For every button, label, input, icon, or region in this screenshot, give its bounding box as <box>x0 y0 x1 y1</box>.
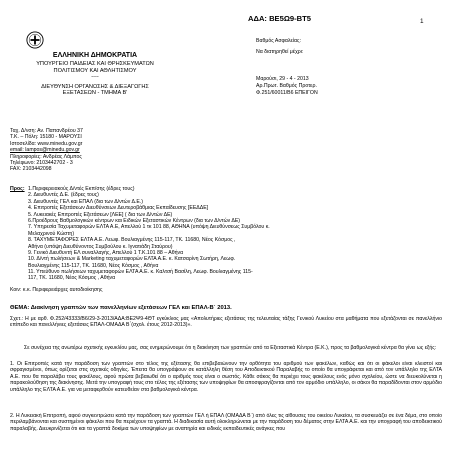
koinopoiisi: Κοιν: κ.κ. Περιφερειάρχες αυτοδιοίκησης <box>10 287 103 293</box>
ministry-line-2: ΠΟΛΙΤΙΣΜΟΥ ΚΑΙ ΑΘΛΗΤΙΣΜΟΥ <box>53 67 137 74</box>
recipient-item: Μελαχρινού Κώστη) <box>28 230 75 237</box>
website-line: ---- <box>91 74 99 81</box>
reference-paragraph: Σχετ.: Η με αρθ. Φ.252/43333/Β6/29-3-2013/ΑΔΑ:ΒΕ2Ψ9-4ΘΤ εγκύκλιος μας «Απολυτήριες εξετάσεις της τελευταίας τάξης Γενικού Λυκείου στα μαθήματα που εξετάζονται σε πανελλήνιο επίπεδο και πανελλήνιες εξετάσεις ΕΠΑΛ-ΟΜΑΔΑ Β΄(σχολ. έτους 2012-2013)». <box>10 316 442 329</box>
item-1-paragraph: 1. Οι Επιτροπές κατά την παράδοση των γραπτών στο τέλος της εξέτασης θα επιβεβαιώνουν την ορθότητα του αριθμού των φακέλων, καθώς και ότι οι φάκελοι είναι κλειστοί και σφραγισμένοι, όπως ορίζεται στις σχετικές οδηγίες. Έπειτα θα υπογράψουν σε κατάλληλη θέση του Αποδεικτικού Παραλαβής το οποίο θα υπογράφεται και από τον υπάλληλο της ΕΛΤΑ Α.Ε. που θα παραλάβει τους φακέλους, αφού πρώτα βεβαιωθεί ότι ο αριθμός τους είναι ο σωστός. Κάθε σάκος θα περιέχει τους φακέλους ενός μόνο σχολείου, ώστε να διευκολύνεται η παρακολούθηση της διακίνησης. Μετά την υπογραφή τους στο τέλος της εξέτασης των υποψηφίων θα αποσφραγίζονται από τον αρμόδιο υπάλληλο, οι σάκοι θα παραδίδονται στον αρμόδιο υπάλληλο της ΕΛΤΑ Α.Ε. για να μεταφερθούν κατευθείαν στα βαθμολογικά κέντρα. <box>10 361 442 393</box>
directorate-line-1: ΔΙΕΥΘΥΝΣΗ ΟΡΓΑΝΩΣΗΣ & ΔΙΕΞΑΓΩΓΗΣ <box>41 83 149 90</box>
recipient-item: 9. Γενικό Διευθυντή ΕΛ συναλλαγής, Απελλού 1 Τ.Κ.101 88 – Αθήνα <box>28 249 184 256</box>
address-street: Ταχ. Δ/νση: Αν. Παπανδρέου 37 <box>10 128 83 134</box>
address-info: Πληροφορίες: Ανδρέας Λάμπος <box>10 153 82 160</box>
directorate-line-2: ΕΞΕΤΑΣΕΩΝ - ΤΜΗΜΑ Β' <box>62 90 128 97</box>
recipient-item: 6.Προέδρους Βαθμολογικών κέντρων και Ειδικών Εξεταστικών Κέντρων (δια των Δ/ντών ΔΕ) <box>28 217 241 224</box>
intro-paragraph: Σε συνέχεια της ανωτέρω σχετικής εγκυκλίου μας, σας ενημερώνουμε ότι η διακίνηση των γραπτών από τα Εξεταστικά Κέντρα (Ε.Κ.), προς τα βαθμολογικά κέντρα θα γίνει ως εξής: <box>24 345 437 351</box>
recipient-item: 4. Επιτροπές Εξετάσεων Διευθύνσεων Δευτεροβάθμιας Εκπαίδευσης [ΕΕΔΔΕ] <box>28 205 209 212</box>
ministry-line-1: ΥΠΟΥΡΓΕΙΟ ΠΑΙΔΕΙΑΣ ΚΑΙ ΘΡΗΣΚΕΥΜΑΤΩΝ <box>36 61 154 67</box>
recipient-item: 5. Λυκειακές Επιτροπές Εξετάσεων [ΛΕΕ] ( δια των Δ/ντών ΔΕ) <box>28 211 173 218</box>
protocol-number: Φ.251/60011/Β6 ΕΠΕΙΓΟΝ <box>256 90 318 96</box>
recipient-item: 8. ΤΑΧΥΜΕΤΑΦΟΡΕΣ ΕΛΤΑ Α.Ε. Λεωφ. Βουλιαγμένης 115-117, ΤΚ. 11680, Νέος Κόσμος , <box>28 237 236 244</box>
item-2-paragraph: 2. Η Λυκειακή Επιτροπή, αφού συγκεντρώσει κατά την παράδοση των γραπτών ΓΕΛ ή ΕΠΑΛ (ΟΜΑΔΑ Β΄) από όλες τις αίθουσες του οικείου Λυκείου, τα συσκευάζει σε ένα δέμα, στο οποίο περιλαμβάνονται και συστημένοι φάκελοι που θα περιέχουν τα γραπτά. Η διαδικασία αυτή ολοκληρώνεται με την παράδοση του δέματος στην ΕΛΤΑ Α.Ε. και την υπογραφή του αποδεικτικού παραλαβής. Διευκρινίζεται ότι και τα γραπτά δοκίμια των υποψηφίων με αναπηρία και ειδικές εκπαιδευτικές ανάγκες που <box>10 413 442 432</box>
recipient-item: Αθήνα (υπόψη Διευθύνοντος Συμβούλου κ. Ιγνατιάδη Σταύρου) <box>28 243 173 250</box>
page-number: 1 <box>420 18 424 25</box>
address-phone: Τηλέφωνο: 2103442702 - 3 <box>10 159 73 166</box>
recipient-item: 1.Περιφερειακούς Δ/ντές Εκπ/σης (έδρες τους) <box>28 186 135 192</box>
recipient-item: 11. Υπεύθυνο πωλήσεων ταχυμεταφορών ΕΛΤΑ Α.Ε. κ. Καλτσή Βασίλη, Λεωφ. Βουλιαγμένης 115- <box>28 269 253 276</box>
org-header <box>10 52 180 97</box>
recipient-item: 10. Δ/ντή πωλήσεων & Marketing ταχυμεταφορών ΕΛΤΑ Α.Ε. κ. Κατσαρίνη Σωτήρη, Λεωφ. <box>28 256 236 263</box>
address-fax: FAX: 2103442098 <box>10 166 52 173</box>
address-block <box>10 128 83 173</box>
country-name: ΕΛΛΗΝΙΚΗ ΔΗΜΟΚΡΑΤΙΑ <box>52 52 138 59</box>
ada-code: ΑΔΑ: ΒΕ5Ω9-ΒΤ5 <box>248 14 312 23</box>
security-level: Βαθμός Ασφαλείας: <box>256 38 301 44</box>
retention-period: Να διατηρηθεί μέχρι: <box>256 49 304 55</box>
recipients-block <box>10 186 270 282</box>
address-website: Ιστοσελίδα: www.minedu.gov.gr <box>10 140 83 147</box>
recipient-item: 117, ΤΚ. 11680, Νέος Κόσμος , Αθήνα <box>28 275 116 282</box>
recipient-item: 7. Υπηρεσία Ταχυμεταφορών ΕΛΤΑ Α.Ε, Απελλού 1 τκ 101 88, ΑΘΗΝΑ (υπόψη Διευθύνσεως Συμβόλου κ. <box>28 224 270 231</box>
recipient-item: 3. Διευθυντές ΓΕΛ και ΕΠΑΛ (δια των Δ/ντών Δ.Ε.) <box>28 198 144 205</box>
address-postcode: Τ.Κ. – Πόλη: 15180 - ΜΑΡΟΥΣΙ <box>10 134 82 141</box>
subject-line: ΘΕΜΑ: Διακίνηση γραπτών των πανελληνίων εξετάσεων ΓΕΛ και ΕΠΑΛ-Β΄ 2013. <box>10 305 232 311</box>
place-date: Μαρούσι, 29 - 4 - 2013 <box>256 76 309 82</box>
greek-emblem-icon <box>26 31 44 49</box>
address-email[interactable]: email: lampos@minedu.gov.gr <box>10 147 80 154</box>
recipient-item: 2. Διευθυντές Δ.Ε. (έδρες τους) <box>28 192 99 199</box>
protocol-label: Αρ.Πρωτ. Βαθμός Προτερ. <box>256 83 317 89</box>
recipient-item: Βουλιαγμένης 115-117, ΤΚ. 11680, Νέος Κόσμος , Αθήνα <box>28 262 159 269</box>
recipients-list <box>28 186 270 282</box>
recipients-label: Προς: <box>10 186 25 192</box>
